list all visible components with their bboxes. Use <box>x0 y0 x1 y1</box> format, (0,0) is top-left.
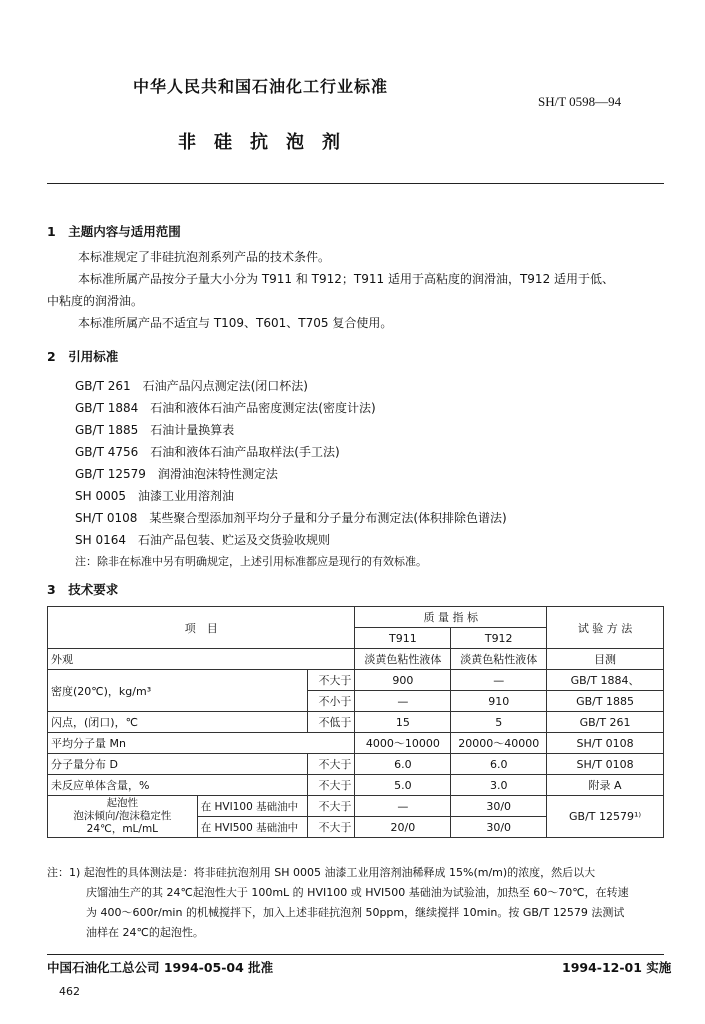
cell: 在 HVI500 基础油中 <box>197 817 307 838</box>
cell: GB/T 12579¹⁾ <box>547 796 664 838</box>
cell: SH/T 0108 <box>547 754 664 775</box>
cell: SH/T 0108 <box>547 733 664 754</box>
cell: 不大于 <box>307 796 355 817</box>
implementation-date: 1994-12-01 实施 <box>562 960 672 975</box>
cell: 6.0 <box>355 754 451 775</box>
header-quality: 质 量 指 标 <box>355 607 547 628</box>
section-1-para-2-cont: 中粘度的润滑油。 <box>47 294 144 308</box>
row-density-name: 密度(20℃)，kg/m³ <box>48 670 308 712</box>
cell: 20000～40000 <box>451 733 547 754</box>
reference-item: GB/T 4756 石油和液体石油产品取样法(手工法) <box>75 445 340 459</box>
reference-item: GB/T 12579 润滑油泡沫特性测定法 <box>75 467 278 481</box>
standard-code: SH/T 0598—94 <box>538 94 622 109</box>
cell: 30/0 <box>451 817 547 838</box>
section-1-para-3: 本标准所属产品不适宜与 T109、T601、T705 复合使用。 <box>78 316 393 330</box>
section-2-heading: 2 引用标准 <box>47 349 119 364</box>
section-2-note: 注：除非在标准中另有明确规定，上述引用标准都应是现行的有效标准。 <box>75 555 427 568</box>
foam-name-3: 24℃，mL/mL <box>86 823 159 835</box>
cell: 在 HVI100 基础油中 <box>197 796 307 817</box>
cell: GB/T 1885 <box>547 691 664 712</box>
cell: — <box>355 796 451 817</box>
section-1-heading: 1 主题内容与适用范围 <box>47 224 181 239</box>
reference-item: SH 0005 油漆工业用溶剂油 <box>75 489 234 503</box>
foam-name-2: 泡沫倾向/泡沫稳定性 <box>73 810 172 822</box>
cell: 不小于 <box>307 691 355 712</box>
approval-line: 中国石油化工总公司 1994-05-04 批准 <box>47 960 274 975</box>
reference-item: SH 0164 石油产品包装、贮运及交货验收规则 <box>75 533 330 547</box>
row-monomer-name: 未反应单体含量，% <box>48 775 308 796</box>
header-method: 试 验 方 法 <box>547 607 664 649</box>
cell: 不低于 <box>307 712 355 733</box>
cell: 20/0 <box>355 817 451 838</box>
cell: 30/0 <box>451 796 547 817</box>
table-note-line-1: 注：1) 起泡性的具体测法是：将非硅抗泡剂用 SH 0005 油漆工业用溶剂油稀释成 15%(m/m)的浓度，然后以大 <box>47 866 596 879</box>
reference-item: GB/T 261 石油产品闪点测定法(闭口杯法) <box>75 379 308 393</box>
table-note-line-3: 为 400～600r/min 的机械搅拌下，加入上述非硅抗泡剂 50ppm，继续搅拌 10min。按 GB/T 12579 法测试 <box>86 906 625 919</box>
standard-title: 中华人民共和国石油化工行业标准 <box>133 77 389 96</box>
row-foam-name <box>48 796 198 838</box>
cell: 淡黄色粘性液体 <box>451 649 547 670</box>
section-1-para-2: 本标准所属产品按分子量大小分为 T911 和 T912；T911 适用于高粘度的润滑油，T912 适用于低、 <box>78 272 615 286</box>
cell: 15 <box>355 712 451 733</box>
cell: GB/T 1884、 <box>547 670 664 691</box>
cell: 不大于 <box>307 754 355 775</box>
cell: 淡黄色粘性液体 <box>355 649 451 670</box>
document-title: 非硅抗泡剂 <box>178 132 358 153</box>
row-flash-name: 闪点，(闭口)，℃ <box>48 712 308 733</box>
header-rule <box>47 183 664 184</box>
row-dist-name: 分子量分布 D <box>48 754 308 775</box>
row-mn-name: 平均分子量 Mn <box>48 733 355 754</box>
table-note-line-2: 庆馏油生产的其 24℃起泡性大于 100mL 的 HVI100 或 HVI500 基础油为试验油，加热至 60～70℃，在转速 <box>86 886 629 899</box>
page-number: 462 <box>59 985 80 998</box>
row-appearance-name: 外观 <box>48 649 355 670</box>
cell: 5.0 <box>355 775 451 796</box>
header-t911: T911 <box>355 628 451 649</box>
header-t912: T912 <box>451 628 547 649</box>
reference-item: SH/T 0108 某些聚合型添加剂平均分子量和分子量分布测定法(体积排除色谱法) <box>75 511 507 525</box>
cell: 900 <box>355 670 451 691</box>
reference-item: GB/T 1885 石油计量换算表 <box>75 423 235 437</box>
spec-table <box>47 606 664 838</box>
reference-item: GB/T 1884 石油和液体石油产品密度测定法(密度计法) <box>75 401 376 415</box>
cell: 不大于 <box>307 817 355 838</box>
cell: 目测 <box>547 649 664 670</box>
cell: 3.0 <box>451 775 547 796</box>
header-item: 项 目 <box>48 607 355 649</box>
cell: GB/T 261 <box>547 712 664 733</box>
cell: 不大于 <box>307 670 355 691</box>
table-note-line-4: 油样在 24℃的起泡性。 <box>86 926 204 939</box>
cell: — <box>451 670 547 691</box>
cell: 5 <box>451 712 547 733</box>
section-3-heading: 3 技术要求 <box>47 582 119 597</box>
cell: — <box>355 691 451 712</box>
cell: 不大于 <box>307 775 355 796</box>
cell: 附录 A <box>547 775 664 796</box>
foam-name-1: 起泡性 <box>106 797 139 809</box>
cell: 4000～10000 <box>355 733 451 754</box>
cell: 910 <box>451 691 547 712</box>
section-1-para-1: 本标准规定了非硅抗泡剂系列产品的技术条件。 <box>78 250 331 264</box>
cell: 6.0 <box>451 754 547 775</box>
footer-rule <box>47 954 664 955</box>
